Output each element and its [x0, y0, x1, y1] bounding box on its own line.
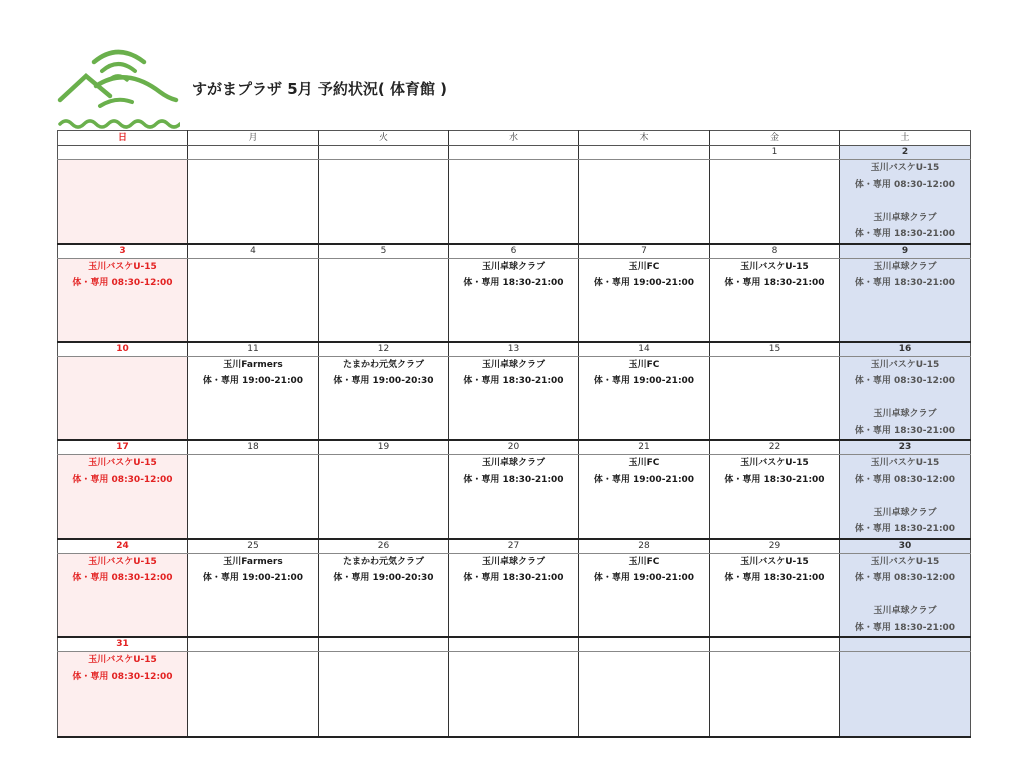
date-number: 6	[449, 244, 579, 259]
date-number: 25	[188, 539, 319, 554]
calendar-table	[57, 130, 971, 738]
week-events-row	[58, 356, 971, 440]
week-events-row	[58, 258, 971, 342]
page-title: すがまプラザ 5月 予約状況( 体育館 )	[192, 80, 448, 98]
date-number: 29	[710, 539, 840, 554]
event-name: 玉川Farmers	[223, 359, 283, 370]
date-number	[710, 637, 840, 652]
event-spacer	[840, 488, 970, 505]
date-number: 23	[840, 440, 971, 455]
week-date-row	[58, 539, 971, 554]
day-cell	[188, 455, 319, 539]
week-date-row	[58, 440, 971, 455]
event-time: 体・専用 08:30-12:00	[854, 573, 956, 583]
day-cell	[840, 652, 971, 738]
date-number: 8	[710, 244, 840, 259]
event-name: たまかわ元気クラブ	[342, 359, 424, 370]
day-cell	[710, 258, 840, 342]
weekday-header: 水	[449, 131, 579, 146]
day-cell	[449, 553, 579, 637]
day-cell	[58, 160, 188, 244]
day-cell	[449, 356, 579, 440]
date-number: 15	[710, 342, 840, 357]
calendar-body	[58, 146, 971, 738]
event-time: 体・専用 18:30-21:00	[854, 278, 956, 288]
event-time: 体・専用 18:30-21:00	[724, 573, 825, 583]
date-number: 27	[449, 539, 579, 554]
date-number: 30	[840, 539, 971, 554]
date-number	[58, 146, 188, 160]
date-number	[449, 146, 579, 160]
weekday-header: 月	[188, 131, 319, 146]
event-time: 体・専用 08:30-12:00	[72, 474, 173, 485]
event-time: 体・専用 19:00-20:30	[333, 376, 434, 386]
day-cell	[449, 652, 579, 738]
date-number: 14	[579, 342, 710, 357]
event-time: 体・専用 08:30-12:00	[854, 474, 956, 485]
event-name: たまかわ元気クラブ	[342, 556, 424, 567]
date-number: 21	[579, 440, 710, 455]
event-time: 体・専用 19:00-21:00	[593, 474, 695, 485]
day-cell	[579, 258, 710, 342]
event-spacer	[840, 390, 970, 407]
event-time: 体・専用 19:00-21:00	[202, 376, 304, 386]
weekday-header: 土	[840, 131, 971, 146]
day-cell	[58, 652, 188, 738]
event-time: 体・専用 18:30-21:00	[463, 376, 564, 386]
date-number: 1	[710, 146, 840, 160]
day-cell	[188, 356, 319, 440]
date-number: 20	[449, 440, 579, 455]
event-name: 玉川卓球クラブ	[481, 359, 545, 370]
event-time: 体・専用 19:00-21:00	[202, 573, 304, 583]
day-cell	[319, 356, 449, 440]
event-name: 玉川バスケU-15	[88, 556, 157, 567]
date-number: 18	[188, 440, 319, 455]
date-number: 11	[188, 342, 319, 357]
day-cell	[710, 455, 840, 539]
event-name: 玉川Farmers	[223, 556, 283, 567]
event-time: 体・専用 08:30-12:00	[72, 573, 173, 583]
day-cell	[449, 258, 579, 342]
date-number: 16	[840, 342, 971, 357]
date-number: 13	[449, 342, 579, 357]
event-spacer	[840, 193, 970, 210]
day-cell	[58, 553, 188, 637]
sugama-plaza-logo	[56, 44, 180, 130]
weekday-header: 木	[579, 131, 710, 146]
week-events-row	[58, 160, 971, 244]
day-cell	[710, 160, 840, 244]
event-name: 玉川卓球クラブ	[873, 409, 937, 419]
week-events-row	[58, 553, 971, 637]
date-number	[449, 637, 579, 652]
weekday-header: 日	[58, 131, 188, 146]
day-cell	[840, 553, 971, 637]
date-number: 7	[579, 244, 710, 259]
event-name: 玉川バスケU-15	[740, 458, 809, 468]
event-name: 玉川バスケU-15	[870, 458, 940, 468]
week-date-row	[58, 342, 971, 357]
date-number	[188, 146, 319, 160]
week-date-row	[58, 146, 971, 160]
event-name: 玉川バスケU-15	[88, 458, 157, 468]
date-number: 10	[58, 342, 188, 357]
event-time: 体・専用 19:00-21:00	[593, 376, 695, 386]
day-cell	[319, 160, 449, 244]
day-cell	[840, 455, 971, 539]
event-name: 玉川卓球クラブ	[873, 212, 937, 223]
date-number: 22	[710, 440, 840, 455]
day-cell	[319, 652, 449, 738]
event-time: 体・専用 18:30-21:00	[854, 524, 956, 534]
day-cell	[710, 553, 840, 637]
day-cell	[319, 258, 449, 342]
event-name: 玉川バスケU-15	[870, 359, 940, 370]
date-number: 26	[319, 539, 449, 554]
date-number: 28	[579, 539, 710, 554]
date-number	[188, 637, 319, 652]
day-cell	[188, 652, 319, 738]
day-cell	[579, 652, 710, 738]
event-time: 体・専用 08:30-12:00	[854, 376, 956, 386]
event-name: 玉川FC	[628, 359, 660, 370]
event-time: 体・専用 18:30-21:00	[724, 474, 825, 485]
event-time: 体・専用 19:00-20:30	[333, 573, 434, 583]
event-time: 体・専用 19:00-21:00	[593, 573, 695, 583]
event-time: 体・専用 08:30-12:00	[854, 179, 956, 190]
event-name: 玉川卓球クラブ	[873, 606, 937, 616]
day-cell	[319, 553, 449, 637]
event-time: 体・専用 18:30-21:00	[854, 229, 956, 239]
event-name: 玉川バスケU-15	[870, 163, 940, 173]
day-cell	[188, 160, 319, 244]
event-time: 体・専用 19:00-21:00	[593, 278, 695, 288]
event-name: 玉川卓球クラブ	[873, 261, 937, 272]
day-cell	[579, 356, 710, 440]
week-date-row	[58, 244, 971, 259]
day-cell	[579, 553, 710, 637]
week-date-row	[58, 637, 971, 652]
event-time: 体・専用 08:30-12:00	[72, 278, 173, 288]
date-number: 17	[58, 440, 188, 455]
event-name: 玉川卓球クラブ	[481, 556, 545, 567]
date-number	[579, 637, 710, 652]
day-cell	[449, 455, 579, 539]
date-number	[319, 146, 449, 160]
date-number: 24	[58, 539, 188, 554]
event-name: 玉川卓球クラブ	[481, 458, 545, 468]
event-time: 体・専用 18:30-21:00	[463, 278, 564, 288]
date-number: 31	[58, 637, 188, 652]
event-time: 体・専用 08:30-12:00	[72, 671, 173, 682]
event-time: 体・専用 18:30-21:00	[854, 425, 956, 436]
date-number: 12	[319, 342, 449, 357]
event-name: 玉川バスケU-15	[88, 655, 157, 665]
day-cell	[579, 160, 710, 244]
event-time: 体・専用 18:30-21:00	[854, 622, 956, 633]
date-number	[840, 637, 971, 652]
event-name: 玉川卓球クラブ	[481, 261, 545, 272]
day-cell	[188, 258, 319, 342]
week-events-row	[58, 455, 971, 539]
date-number: 5	[319, 244, 449, 259]
weekday-header-row	[58, 131, 971, 146]
event-name: 玉川バスケU-15	[740, 261, 809, 272]
event-spacer	[840, 587, 970, 604]
day-cell	[58, 455, 188, 539]
day-cell	[710, 356, 840, 440]
event-name: 玉川FC	[628, 261, 660, 272]
event-name: 玉川FC	[628, 458, 660, 468]
weekday-header: 火	[319, 131, 449, 146]
day-cell	[840, 356, 971, 440]
date-number	[579, 146, 710, 160]
day-cell	[840, 258, 971, 342]
day-cell	[58, 356, 188, 440]
event-time: 体・専用 18:30-21:00	[724, 278, 825, 288]
date-number	[319, 637, 449, 652]
date-number: 2	[840, 146, 971, 160]
event-name: 玉川卓球クラブ	[873, 507, 937, 518]
day-cell	[449, 160, 579, 244]
day-cell	[840, 160, 971, 244]
day-cell	[58, 258, 188, 342]
day-cell	[319, 455, 449, 539]
event-time: 体・専用 18:30-21:00	[463, 573, 564, 583]
week-events-row	[58, 652, 971, 738]
day-cell	[579, 455, 710, 539]
event-time: 体・専用 18:30-21:00	[463, 474, 564, 485]
date-number: 4	[188, 244, 319, 259]
date-number: 9	[840, 244, 971, 259]
event-name: 玉川バスケU-15	[88, 261, 157, 272]
event-name: 玉川バスケU-15	[740, 556, 809, 567]
day-cell	[188, 553, 319, 637]
event-name: 玉川バスケU-15	[870, 556, 940, 567]
date-number: 3	[58, 244, 188, 259]
weekday-header: 金	[710, 131, 840, 146]
date-number: 19	[319, 440, 449, 455]
event-name: 玉川FC	[628, 556, 660, 567]
day-cell	[710, 652, 840, 738]
